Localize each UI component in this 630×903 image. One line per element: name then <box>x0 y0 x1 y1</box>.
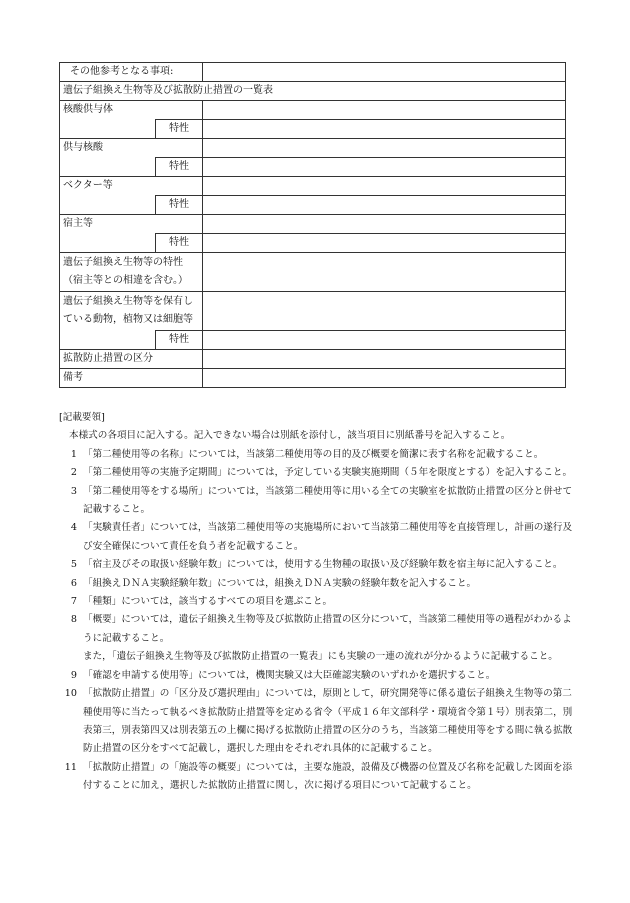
field-host[interactable] <box>203 215 566 234</box>
item-number: 2 <box>70 467 77 479</box>
spacer-cell <box>60 196 156 215</box>
item-text: 「宿主及びその取扱い経験年数」については，使用する生物種の取扱い及び経験年数を宿主毎に記入すること。 <box>83 559 563 571</box>
item-number: 6 <box>70 577 77 589</box>
instructions-intro: 本様式の各項目に記入する。記入できない場合は別紙を添付し，該当項目に別紙番号を記入すること。 <box>69 430 511 442</box>
label-vector-characteristics: 特性 <box>156 196 203 215</box>
field-nucleic-characteristics[interactable] <box>203 158 566 177</box>
list-item <box>59 667 574 685</box>
list-item <box>59 575 574 593</box>
label-vector: ベクター等 <box>60 177 203 196</box>
item-text: 「第二種使用等をする場所」については，当該第二種使用等に用いる全ての実験室を拡散防止措置の区分と併せて記載すること。 <box>83 485 573 516</box>
list-item <box>59 648 574 666</box>
list-item <box>59 593 574 611</box>
row-measure <box>60 350 566 369</box>
list-item <box>59 464 574 482</box>
field-holder-characteristics[interactable] <box>203 331 566 350</box>
spacer-cell <box>60 331 156 350</box>
field-donor-characteristics[interactable] <box>203 120 566 139</box>
spacer-cell <box>60 234 156 253</box>
item-text: 「概要」については，遺伝子組換え生物等及び拡散防止措置の区分について，当該第二種使用等の過程がわかるように記載すること。 <box>83 614 572 644</box>
row-list-title <box>60 82 566 101</box>
item-number: 10 <box>64 688 77 700</box>
list-item <box>59 446 574 464</box>
field-holder[interactable] <box>203 292 566 331</box>
field-measure[interactable] <box>203 350 566 369</box>
row-holder <box>60 292 566 331</box>
field-nucleic[interactable] <box>203 139 566 158</box>
item-text: 「第二種使用等の実施予定期間」については，予定している実験実施期間（５年を限度とする）を記入すること。 <box>83 467 573 479</box>
label-measure: 拡散防止措置の区分 <box>60 350 203 369</box>
field-gmo-characteristics[interactable] <box>203 253 566 292</box>
label-host-characteristics: 特性 <box>156 234 203 253</box>
row-vector <box>60 177 566 196</box>
row-remarks <box>60 369 566 388</box>
label-remarks: 備考 <box>60 369 203 388</box>
gmo-form-table <box>59 62 566 388</box>
label-holder-line1: 遺伝子組換え生物等を保有し <box>63 296 193 307</box>
row-gmo-characteristics <box>60 253 566 292</box>
row-other-reference <box>60 63 566 82</box>
item-text: 「第二種使用等の名称」については，当該第二種使用等の目的及び概要を簡潔に表す名称を記載すること。 <box>83 448 544 460</box>
field-vector-characteristics[interactable] <box>203 196 566 215</box>
row-nucleic-sub <box>60 158 566 177</box>
item-text: 「種類」については，該当するすべての項目を選ぶこと。 <box>83 596 333 608</box>
list-item <box>59 759 574 796</box>
item-text: また，「遺伝子組換え生物等及び拡散防止措置の一覧表」にも実験の一連の流れが分かるように記載すること。 <box>83 651 558 663</box>
item-number: 1 <box>70 448 77 460</box>
item-text: 「実験責任者」については，当該第二種使用等の実施場所において当該第二種使用等を直接管理し，計画の遂行及び安全確保について責任を負う者を記載すること。 <box>83 522 573 552</box>
field-vector[interactable] <box>203 177 566 196</box>
item-number: 3 <box>70 485 77 497</box>
field-other-reference[interactable] <box>203 63 566 82</box>
list-item <box>59 519 574 556</box>
label-holder <box>60 292 203 331</box>
label-gmo-characteristics <box>60 253 203 292</box>
list-item <box>59 611 574 648</box>
row-host-sub <box>60 234 566 253</box>
spacer-cell <box>60 158 156 177</box>
item-number: 7 <box>70 596 77 608</box>
item-number: 4 <box>70 522 77 534</box>
label-host: 宿主等 <box>60 215 203 234</box>
label-donor-characteristics: 特性 <box>156 120 203 139</box>
list-item <box>59 556 574 574</box>
label-gmo-line1: 遺伝子組換え生物等の特性 <box>63 257 183 268</box>
label-holder-line2: ている動物，植物又は細胞等 <box>63 314 193 325</box>
label-holder-characteristics: 特性 <box>156 331 203 350</box>
label-other-reference: その他参考となる事項: <box>60 63 203 82</box>
instructions-title: [記載要領] <box>59 412 105 423</box>
label-nucleic: 供与核酸 <box>60 139 203 158</box>
row-nucleic <box>60 139 566 158</box>
row-donor <box>60 101 566 120</box>
row-host <box>60 215 566 234</box>
label-donor: 核酸供与体 <box>60 101 203 120</box>
field-host-characteristics[interactable] <box>203 234 566 253</box>
item-text: 「確認を申請する使用等」については，機関実験又は大臣確認実験のいずれかを選択すること。 <box>83 669 496 681</box>
label-nucleic-characteristics: 特性 <box>156 158 203 177</box>
list-item <box>59 483 574 520</box>
row-vector-sub <box>60 196 566 215</box>
item-text: 「拡散防止措置」の「区分及び選択理由」については，原則として，研究開発等に係る遺伝子組換え生物等の第二種使用等に当たって執るべき拡散防止措置等を定める省令（平成１６年文部科学・環境省令第１号）別表第二，別表第三，別表第四又は別表第五の上欄に掲げる拡散防止措置の区分のうち，当該第二種使用等をする間に執る拡散防止措置の区分をすべて記載し，選択した理由をそれぞれ具体的に記載すること。 <box>83 688 573 755</box>
item-number: 11 <box>64 761 77 773</box>
item-number: 8 <box>70 614 77 626</box>
item-number: 9 <box>70 669 77 681</box>
row-holder-sub <box>60 331 566 350</box>
row-donor-sub <box>60 120 566 139</box>
item-number: 5 <box>70 559 77 571</box>
field-donor[interactable] <box>203 101 566 120</box>
label-gmo-line2: （宿主等との相違を含む。） <box>63 275 188 286</box>
item-text: 「拡散防止措置」の「施設等の概要」については，主要な施設，設備及び機器の位置及び名称を記載した図面を添付することに加え，選択した拡散防止措置に関し，次に掲げる項目について記載すること。 <box>83 761 573 792</box>
label-list-title: 遺伝子組換え生物等及び拡散防止措置の一覧表 <box>60 82 566 101</box>
field-remarks[interactable] <box>203 369 566 388</box>
item-text: 「組換えＤＮＡ実験経験年数」については，組換えＤＮＡ実験の経験年数を記入すること。 <box>83 577 477 589</box>
writing-instructions <box>59 409 574 796</box>
spacer-cell <box>60 120 156 139</box>
list-item <box>59 685 574 759</box>
